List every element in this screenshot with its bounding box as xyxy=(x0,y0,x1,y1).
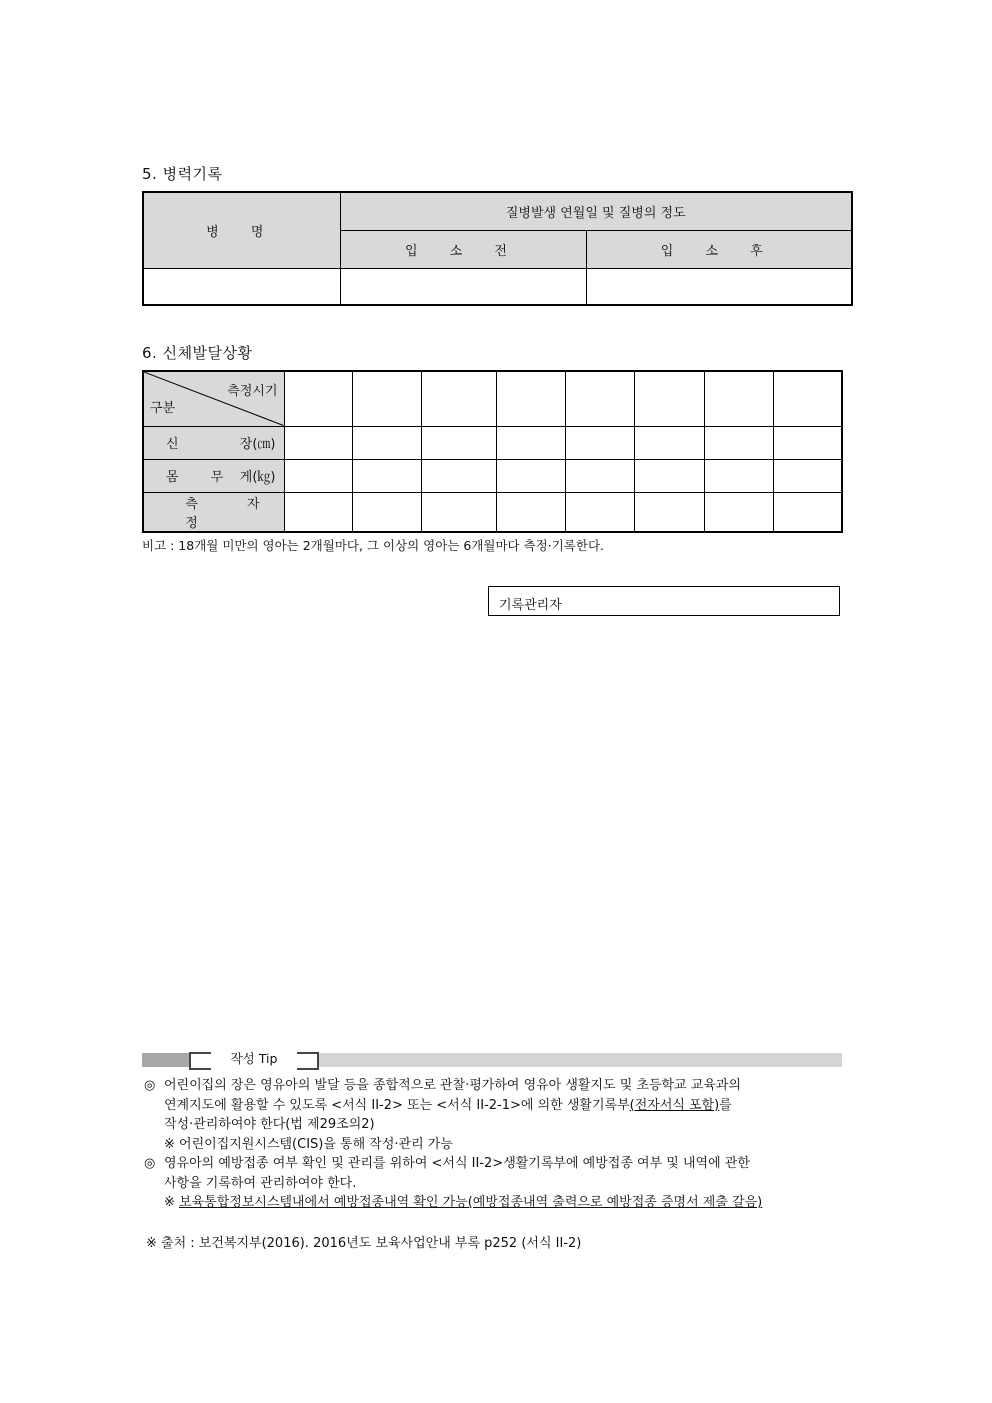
bullet-icon: ◎ xyxy=(144,1078,156,1093)
row-label-measurer: 측 정 자 xyxy=(143,492,284,532)
value-cell[interactable] xyxy=(352,426,421,459)
tip-bullet-2: ◎ 영유아의 예방접종 여부 확인 및 관리를 위하여 <서식 II-2>생활기록부에 예방접종 여부 및 내역에 관한 xyxy=(144,1154,854,1174)
value-cell[interactable] xyxy=(352,492,421,532)
category-label: 구분 xyxy=(150,400,176,416)
tip-header-bar xyxy=(142,1053,842,1067)
value-cell[interactable] xyxy=(421,426,496,459)
bracket-left-icon xyxy=(189,1052,211,1070)
table-row-measurer xyxy=(143,492,842,532)
value-cell[interactable] xyxy=(773,426,842,459)
tip-bar-accent xyxy=(142,1053,189,1067)
header-disease-period: 질병발생 연월일 및 질병의 정도 xyxy=(340,192,852,230)
header-after-admission: 입 소 후 xyxy=(586,230,852,268)
disease-name-cell[interactable] xyxy=(143,268,340,305)
value-cell[interactable] xyxy=(634,492,704,532)
physical-development-table xyxy=(142,370,843,533)
table-row xyxy=(143,268,852,305)
source-note: ※ 출처 : 보건복지부(2016). 2016년도 보육사업안내 부록 p252 (서식 II-2) xyxy=(146,1236,582,1251)
value-cell[interactable] xyxy=(352,459,421,492)
before-admission-cell[interactable] xyxy=(340,268,586,305)
time-cell[interactable] xyxy=(421,371,496,426)
value-cell[interactable] xyxy=(421,459,496,492)
tip-title: 작성 Tip xyxy=(211,1050,297,1068)
time-cell[interactable] xyxy=(496,371,565,426)
tip-sub-note-2: ※ 보육통합정보시스템내에서 예방접종내역 확인 가능(예방접종내역 출력으로 예방접종 증명서 제출 갈음) xyxy=(164,1195,763,1210)
table-row-weight xyxy=(143,459,842,492)
value-cell[interactable] xyxy=(421,492,496,532)
tip-bullet-1: ◎ 어린이집의 장은 영유아의 발달 등을 종합적으로 관찰·평가하여 영유아 생활지도 및 초등학교 교육과의 xyxy=(144,1076,854,1096)
value-cell[interactable] xyxy=(496,492,565,532)
bracket-right-icon xyxy=(297,1052,319,1070)
corner-header xyxy=(143,371,284,426)
section6-title: 6. 신체발달상황 xyxy=(142,344,253,362)
record-manager-field[interactable] xyxy=(488,586,840,616)
value-cell[interactable] xyxy=(284,426,352,459)
tip-sub-note-1: ※ 어린이집지원시스템(CIS)을 통해 작성·관리 가능 xyxy=(164,1136,453,1152)
header-before-admission: 입 소 전 xyxy=(340,230,586,268)
tip-content: ◎ 어린이집의 장은 영유아의 발달 등을 종합적으로 관찰·평가하여 영유아 생활지도 및 초등학교 교육과의 연계지도에 활용할 수 있도록 <서식 II-2> 또는 <서식 II-2-1>에 의한 생활기록부(전자서식 포함)를 작성·관리하여야 한다(법 제29조의2) ※ 어린이집지원시스템(CIS)을 통해 작성·관리 가능 ◎ 영유아의 예방접종 여부 확인 및 관리를 위하여 <서식 II-2>생활기록부에 예방접종 여부 및 내역에 관한 사항을 기록하여 관리하여야 한다. ※ 보육통합정보시스템내에서 예방접종내역 확인 가능(예방접종내역 출력으로 예방접종 증명서 제출 갈음) xyxy=(144,1076,854,1213)
time-cell[interactable] xyxy=(284,371,352,426)
value-cell[interactable] xyxy=(634,426,704,459)
row-label-height: 신 장(㎝) xyxy=(143,426,284,459)
value-cell[interactable] xyxy=(284,492,352,532)
after-admission-cell[interactable] xyxy=(586,268,852,305)
value-cell[interactable] xyxy=(496,459,565,492)
value-cell[interactable] xyxy=(704,426,773,459)
bullet-icon: ◎ xyxy=(144,1156,156,1171)
header-disease-name: 병 명 xyxy=(143,192,340,268)
time-cell[interactable] xyxy=(565,371,634,426)
time-cell[interactable] xyxy=(704,371,773,426)
record-manager-label: 기록관리자 xyxy=(499,598,562,613)
time-cell[interactable] xyxy=(352,371,421,426)
time-cell[interactable] xyxy=(634,371,704,426)
value-cell[interactable] xyxy=(565,459,634,492)
value-cell[interactable] xyxy=(496,426,565,459)
underlined-text: (전자서식 포함) xyxy=(629,1097,720,1113)
section5-title: 5. 병력기록 xyxy=(142,165,223,183)
measurement-time-label: 측정시기 xyxy=(227,384,278,399)
value-cell[interactable] xyxy=(773,459,842,492)
medical-history-table xyxy=(142,191,853,306)
value-cell[interactable] xyxy=(704,492,773,532)
value-cell[interactable] xyxy=(284,459,352,492)
row-label-weight: 몸 무 게(㎏) xyxy=(143,459,284,492)
table-row-height xyxy=(143,426,842,459)
value-cell[interactable] xyxy=(634,459,704,492)
value-cell[interactable] xyxy=(773,492,842,532)
value-cell[interactable] xyxy=(565,426,634,459)
value-cell[interactable] xyxy=(704,459,773,492)
value-cell[interactable] xyxy=(565,492,634,532)
measurement-note: 비고 : 18개월 미만의 영아는 2개월마다, 그 이상의 영아는 6개월마다 측정·기록한다. xyxy=(142,538,605,553)
time-cell[interactable] xyxy=(773,371,842,426)
